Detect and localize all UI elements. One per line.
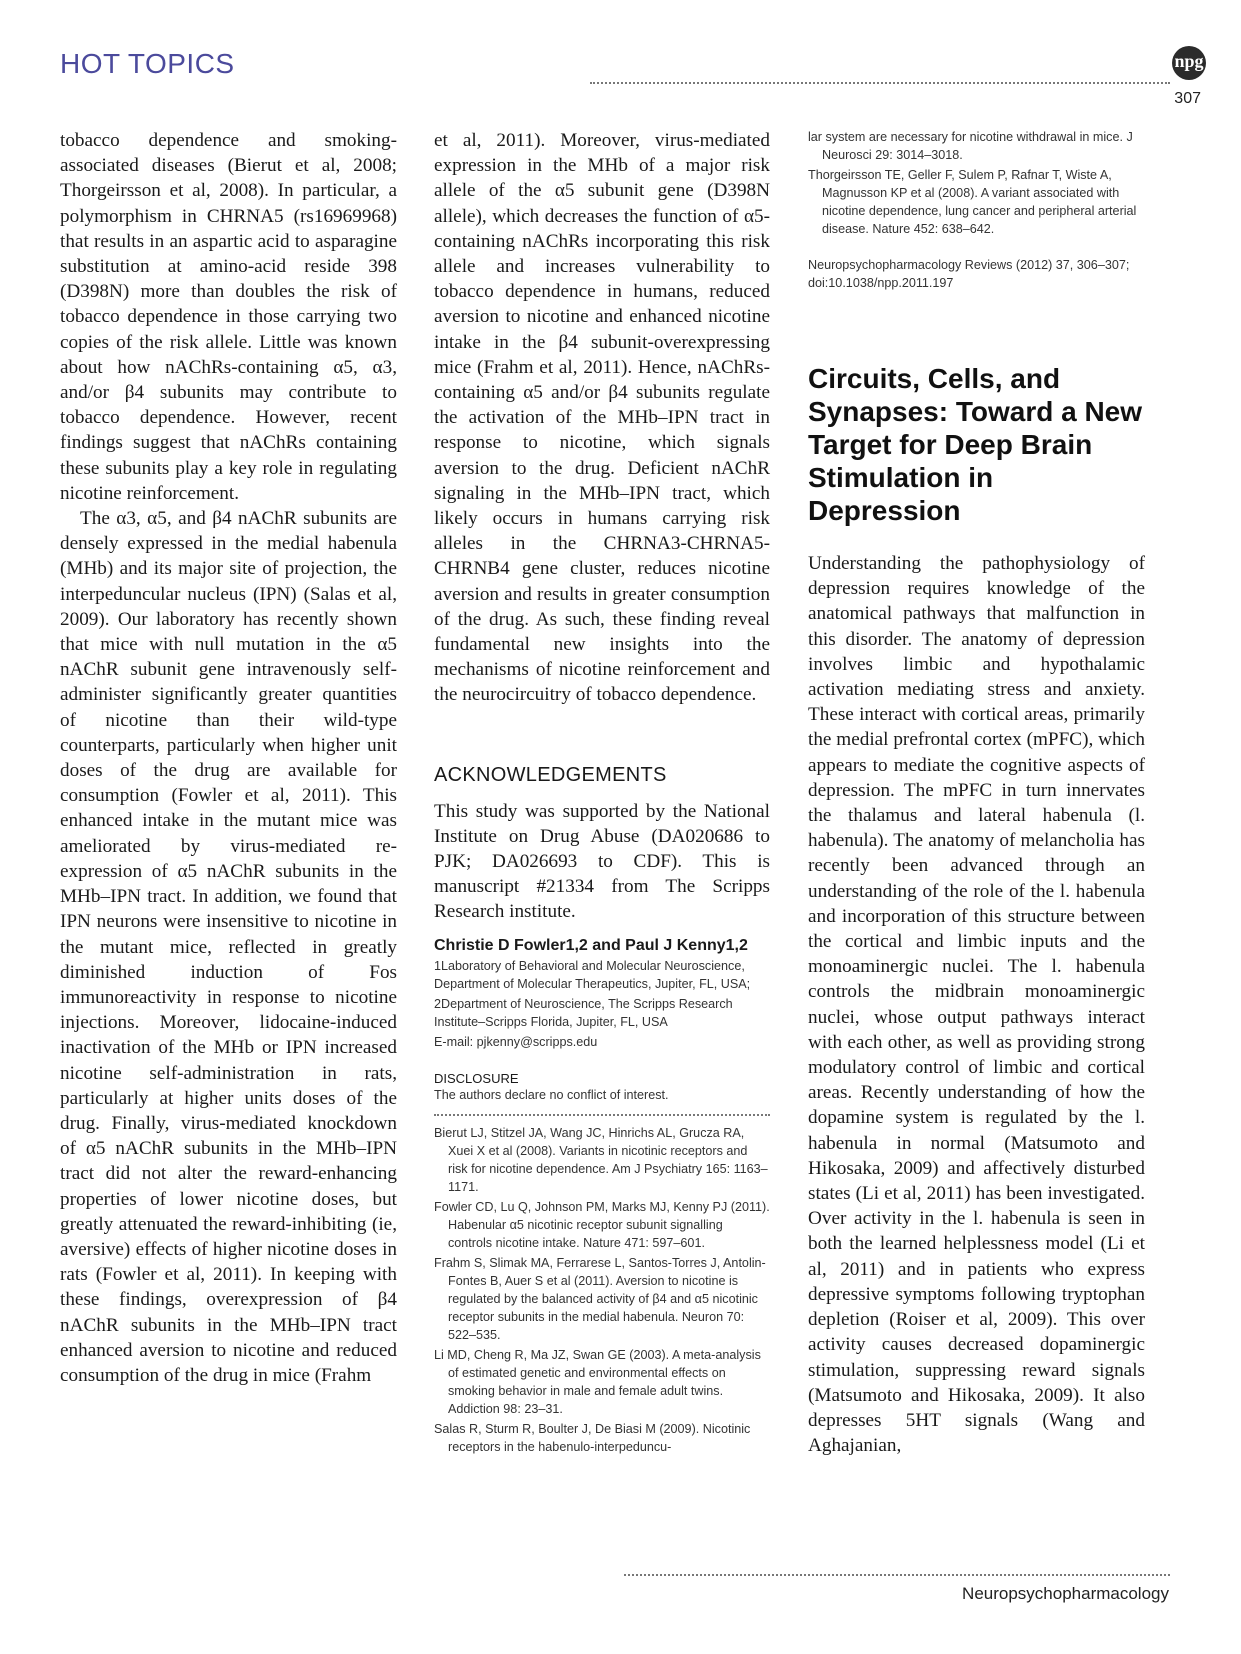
column-1 — [60, 128, 397, 1388]
reference-item: Fowler CD, Lu Q, Johnson PM, Marks MJ, Kenny PJ (2011). Habenular α5 nicotinic receptor subunit signalling controls nicotine intake. Nature 471: 597–601. — [434, 1199, 770, 1250]
affiliation: 2Department of Neuroscience, The Scripps Research Institute–Scripps Florida, Jupiter, FL, USA — [434, 996, 733, 1029]
reference-item: Thorgeirsson TE, Geller F, Sulem P, Rafnar T, Wiste A, Magnusson KP et al (2008). A variant associated with nicotine dependence, lung cancer and peripheral arterial disease. Nature 452: 638–642. — [808, 168, 1137, 236]
disclosure-text: The authors declare no conflict of interest. — [434, 1087, 669, 1102]
author-names: Christie D Fowler1,2 and Paul J Kenny1,2 — [434, 936, 748, 954]
reference-item: lar system are necessary for nicotine withdrawal in mice. J Neurosci 29: 3014–3018. — [808, 130, 1133, 162]
journal-name: Neuropsychopharmacology — [962, 1584, 1169, 1603]
acknowledgements-text: This study was supported by the National Institute on Drug Abuse (DA020686 to PJK; DA026693 to CDF). This is manuscript #21334 from The Scripps Research institute. — [434, 800, 770, 923]
reference-item: Bierut LJ, Stitzel JA, Wang JC, Hinrichs AL, Grucza RA, Xuei X et al (2008). Variants in nicotinic receptors and risk for nicotine dependence. Am J Psychiatry 165: 1163–1171. — [434, 1125, 768, 1194]
column-2 — [434, 128, 770, 1458]
reference-item: Salas R, Sturm R, Boulter J, De Biasi M (2009). Nicotinic receptors in the habenulo-interpeduncu- — [434, 1421, 751, 1454]
article-title: Circuits, Cells, and Synapses: Toward a New Target for Deep Brain Stimulation in Depression — [808, 363, 1143, 526]
reference-list — [434, 1124, 770, 1456]
body-paragraph: et al, 2011). Moreover, virus-mediated expression in the MHb of a major risk allele of the α5 subunit gene (D398N allele), which decreases the function of α5-containing nAChRs incorporating this risk allele and increases vulnerability to tobacco dependence in humans, reduced aversion to nicotine and enhanced nicotine intake in the β4 subunit-overexpressing mice (Frahm et al, 2011). Hence, nAChRs-containing α5 and/or β4 subunits regulate the activation of the MHb–IPN tract in response to nicotine, which signals aversion to the drug. Deficient nAChR signaling in the MHb–IPN tract, which likely occurs in humans carrying risk alleles in the CHRNA3-CHRNA5-CHRNB4 gene cluster, reduces nicotine aversion and results in greater consumption of the drug. As such, these finding reveal fundamental new insights into the mechanisms of nicotine reinforcement and the neurocircuitry of tobacco dependence. — [434, 130, 770, 706]
footer-rule — [624, 1574, 1170, 1576]
reference-item: Frahm S, Slimak MA, Ferrarese L, Santos-Torres J, Antolin-Fontes B, Auer S et al (2011). Aversion to nicotine is regulated by the balanced activity of β4 and α5 nicotinic receptor subunits in the medial habenula. Neuron 70: 522–535. — [434, 1255, 766, 1342]
journal-citation: Neuropsychopharmacology Reviews (2012) 37, 306–307; doi:10.1038/npp.2011.197 — [808, 258, 1130, 290]
header-rule — [590, 82, 1170, 84]
section-label: HOT TOPICS — [60, 48, 235, 79]
reference-item: Li MD, Cheng R, Ma JZ, Swan GE (2003). A meta-analysis of estimated genetic and environmental effects on smoking behavior in male and female adult twins. Addiction 98: 23–31. — [434, 1347, 761, 1416]
column-3 — [808, 128, 1145, 1458]
body-paragraph: tobacco dependence and smoking-associated diseases (Bierut et al, 2008; Thorgeirsson et al, 2008). In particular, a polymorphism in CHRNA5 (rs16969968) that results in an aspartic acid to asparagine substitution at amino-acid reside 398 (D398N) more than doubles the risk of tobacco dependence in those carrying two copies of the risk allele. Little was known about how nAChRs-containing α5, α3, and/or β4 subunits may contribute to tobacco dependence. However, recent findings suggest that nAChRs containing these subunits play a key role in regulating nicotine reinforcement. — [60, 130, 397, 504]
contact-email: E-mail: pjkenny@scripps.edu — [434, 1034, 598, 1049]
affiliation: 1Laboratory of Behavioral and Molecular Neuroscience, Department of Molecular Therapeutics, Jupiter, FL, USA; — [434, 958, 751, 991]
body-paragraph: The α3, α5, and β4 nAChR subunits are densely expressed in the medial habenula (MHb) and its major site of projection, the interpeduncular nucleus (IPN) (Salas et al, 2009). Our laboratory has recently shown that mice with null mutation in the α5 nAChR subunit gene intravenously self-administer significantly greater quantities of nicotine than their wild-type counterparts, particularly when higher unit doses of the drug are available for consumption (Fowler et al, 2011). This enhanced intake in the mutant mice was ameliorated by virus-mediated re-expression of α5 nAChR subunits in the MHb–IPN tract. In addition, we found that IPN neurons were insensitive to nicotine in the mutant mice, reflected in greatly diminished induction of Fos immunoreactivity in response to nicotine injections. Moreover, lidocaine-induced inactivation of the MHb or IPN increased nicotine self-administration in rats, particularly at higher units doses of the drug. Finally, virus-mediated knockdown of α5 nAChR subunits in the MHb–IPN tract did not alter the reward-enhancing properties of lower nicotine doses, but greatly attenuated the reward-inhibiting (ie, aversive) effects of higher nicotine doses in rats (Fowler et al, 2011). In keeping with these findings, overexpression of β4 nAChR subunits in the MHb–IPN tract enhanced aversion to nicotine and reduced consumption of the drug in mice (Frahm — [60, 508, 397, 1386]
body-paragraph: Understanding the pathophysiology of depression requires knowledge of the anatomical pathways that malfunction in this disorder. The anatomy of depression involves limbic and hypothalamic activation mediating stress and anxiety. These interact with cortical areas, primarily the medial prefrontal cortex (mPFC), which appears to mediate the cognitive aspects of depression. The mPFC in turn innervates the thalamus and lateral habenula (l. habenula). The anatomy of melancholia has recently been advanced through an understanding of the role of the l. habenula and incorporation of this structure between the cortical and limbic inputs and the monoaminergic nuclei. The l. habenula controls the midbrain monoaminergic nuclei, whose output pathways interact with each other, as well as providing strong modulatory control of limbic and cortical areas. Recently understanding of how the dopamine system is regulated by the l. habenula in normal (Matsumoto and Hikosaka, 2009) and affectively disturbed states (Li et al, 2011) has been investigated. Over activity in the l. habenula is seen in both the learned helplessness model (Li et al, 2011) and in patients who express depressive symptoms following tryptophan depletion (Roiser et al, 2009). This over activity causes decreased dopaminergic stimulation, suppressing reward signals (Matsumoto and Hikosaka, 2009). It also depresses 5HT signals (Wang and Aghajanian, — [808, 553, 1145, 1457]
acknowledgements-heading: ACKNOWLEDGEMENTS — [434, 763, 667, 786]
npg-logo: npg — [1172, 46, 1206, 80]
reference-list-continued — [808, 128, 1145, 238]
disclosure-heading: DISCLOSURE — [434, 1070, 519, 1086]
page-number: 307 — [1174, 90, 1201, 107]
references-divider — [434, 1114, 770, 1116]
